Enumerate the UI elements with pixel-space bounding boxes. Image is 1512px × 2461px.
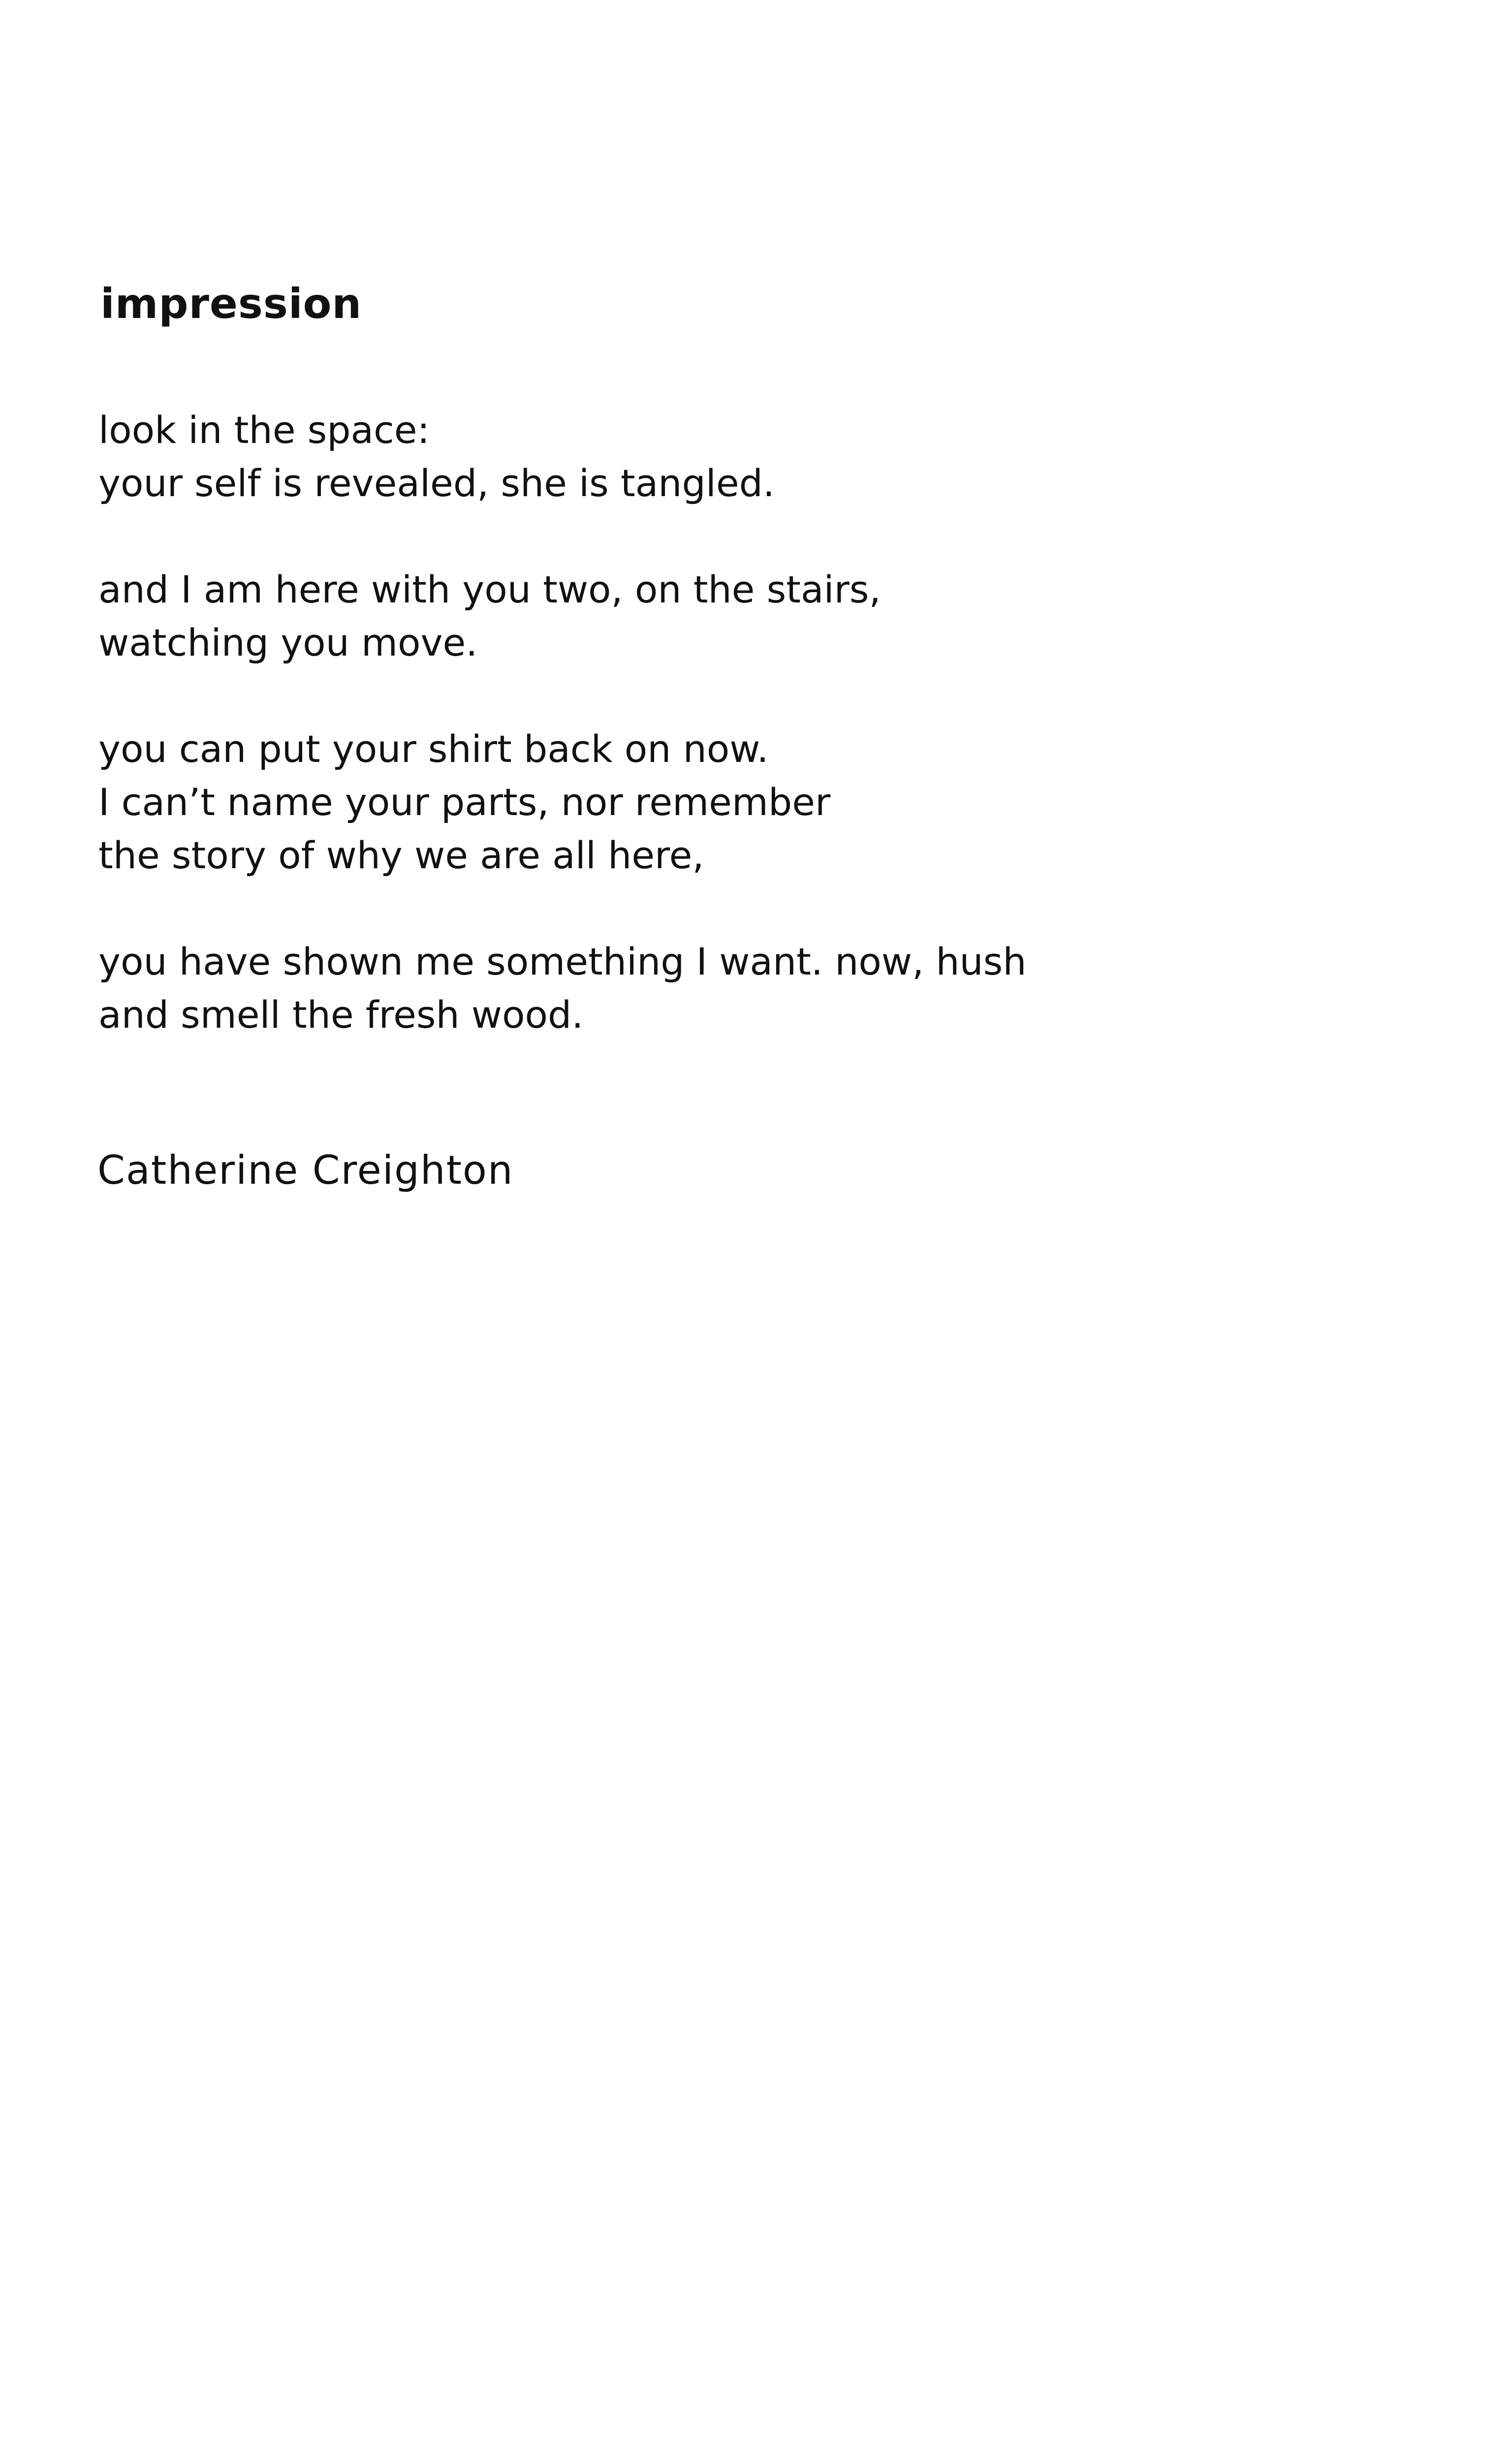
stanza (98, 935, 1280, 1041)
poem-line: and smell the fresh wood. (98, 993, 584, 1037)
poem-line: I can’t name your parts, nor remember (98, 780, 831, 824)
poem-line: and I am here with you two, on the stairs, (98, 568, 881, 611)
poem-line: look in the space: (98, 408, 430, 452)
poem-author: Catherine Creighton (97, 1147, 514, 1193)
poem-line: your self is revealed, she is tangled. (98, 461, 775, 505)
poem-body (98, 404, 1280, 1095)
poem-line: you can put your shirt back on now. (98, 727, 769, 771)
poem-line: watching you move. (98, 621, 478, 664)
stanza (98, 404, 1280, 510)
poem-line: you have shown me something I want. now, hush (98, 940, 1027, 983)
poem-line: the story of why we are all here, (98, 833, 704, 877)
stanza (98, 563, 1280, 669)
poem-title: impression (100, 280, 362, 328)
stanza (98, 723, 1280, 882)
